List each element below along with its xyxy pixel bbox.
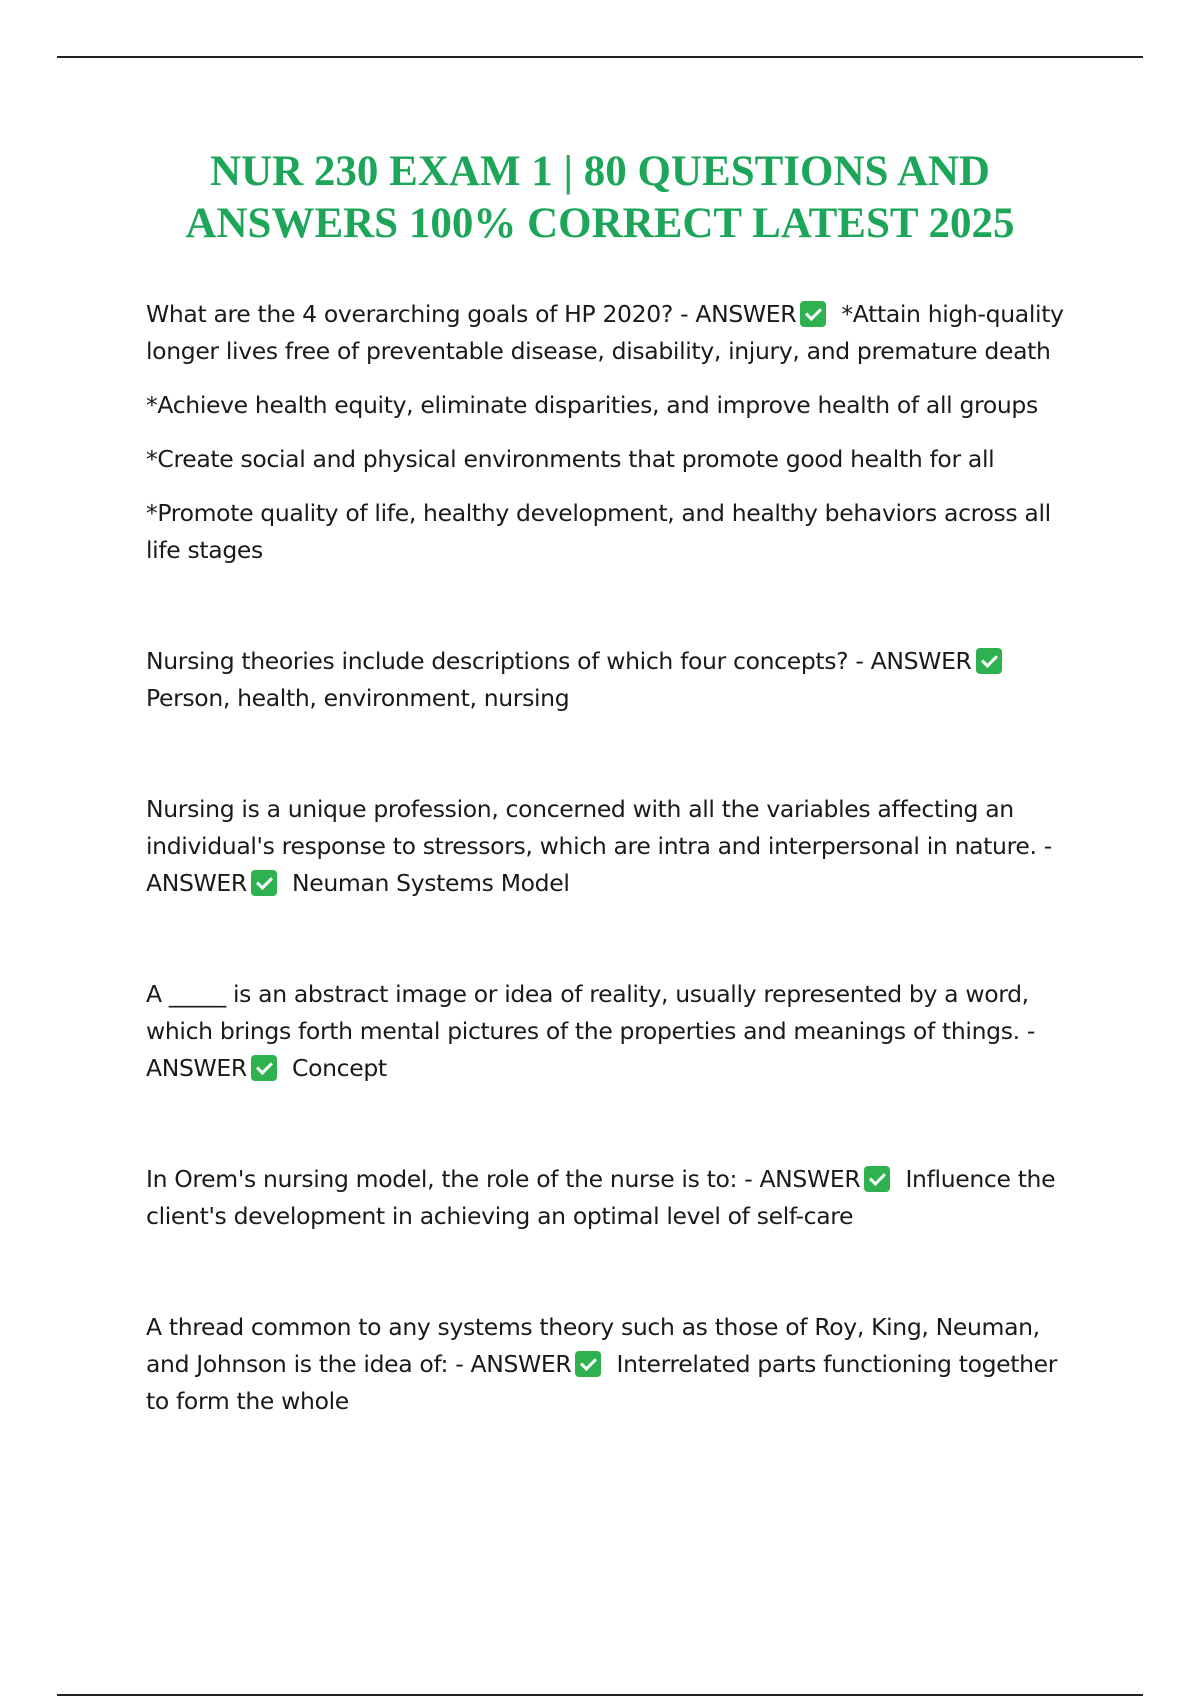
qa-1-question: What are the 4 overarching goals of HP 2020? [146, 300, 673, 328]
qa-item-4 [146, 976, 1086, 1087]
check-mark-icon [976, 648, 1002, 674]
document-title: NUR 230 EXAM 1 | 80 QUESTIONS AND ANSWERS 100% CORRECT LATEST 2025 [185, 148, 1015, 247]
qa-2-question: Nursing theories include descriptions of which four concepts? [146, 647, 849, 675]
qa-5-answer-marker: - ANSWER [744, 1165, 861, 1193]
qa-5-text [146, 1161, 1086, 1235]
check-mark-icon [251, 870, 277, 896]
check-mark-icon [800, 301, 826, 327]
qa-6-answer-marker: - ANSWER [455, 1350, 572, 1378]
qa-2-answer-marker: - ANSWER [855, 647, 972, 675]
qa-2-text [146, 643, 1086, 717]
qa-item-5 [146, 1161, 1086, 1235]
bottom-divider [57, 1694, 1143, 1696]
qa-1-answer-line-4: *Promote quality of life, healthy development, and healthy behaviors across all life stages [146, 499, 1051, 564]
qa-5-question: In Orem's nursing model, the role of the nurse is to: [146, 1165, 738, 1193]
qa-1-answer-marker: - ANSWER [680, 300, 797, 328]
check-mark-icon [575, 1351, 601, 1377]
qa-3-answer-marker: - ANSWER [146, 832, 1052, 897]
qa-4-answer-marker: - ANSWER [146, 1017, 1035, 1082]
qa-4-text [146, 976, 1086, 1087]
qa-6-question: A thread common to any systems theory such as those of Roy, King, Neuman, and Johnson is the idea of: [146, 1313, 1040, 1378]
check-mark-icon [251, 1055, 277, 1081]
check-mark-icon [864, 1166, 890, 1192]
qa-item-3 [146, 791, 1086, 902]
qa-1-first-line [146, 296, 1086, 370]
qa-item-1 [146, 296, 1086, 569]
qa-6-answer: Interrelated parts functioning together to form the whole [146, 1350, 1058, 1415]
qa-5-answer: Influence the client's development in achieving an optimal level of self-care [146, 1165, 1056, 1230]
qa-item-2 [146, 643, 1086, 717]
qa-3-question: Nursing is a unique profession, concerned with all the variables affecting an individual's response to stressors, which are intra and interpersonal in nature. [146, 795, 1037, 860]
qa-2-answer: Person, health, environment, nursing [146, 684, 570, 712]
qa-1-answer-line-2: *Achieve health equity, eliminate disparities, and improve health of all groups [146, 391, 1038, 419]
qa-4-answer: Concept [292, 1054, 387, 1082]
qa-6-text [146, 1309, 1086, 1420]
qa-3-answer: Neuman Systems Model [292, 869, 570, 897]
qa-4-question: A _____ is an abstract image or idea of reality, usually represented by a word, which brings forth mental pictures of the properties and meanings of things. [146, 980, 1029, 1045]
top-divider [57, 56, 1143, 58]
qa-1-answer-line-1: *Attain high-quality longer lives free of preventable disease, disability, injury, and premature death [146, 300, 1064, 365]
qa-3-text [146, 791, 1086, 902]
qa-1-answer-line-3: *Create social and physical environments that promote good health for all [146, 445, 995, 473]
qa-list [146, 296, 1086, 1420]
qa-item-6 [146, 1309, 1086, 1420]
